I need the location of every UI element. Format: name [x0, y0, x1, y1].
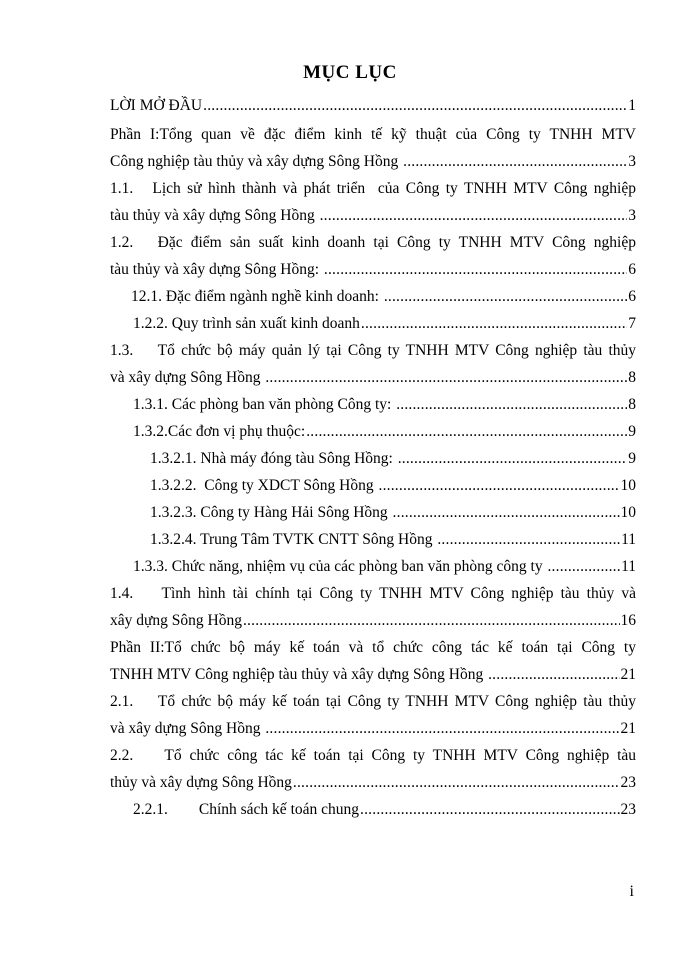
toc-entry: 2.2.1. Chính sách kế toán chung ..... 23 — [133, 801, 636, 823]
toc-entry: 1.3.2.Các đơn vị phụ thuộc: ..... 9 — [133, 423, 636, 445]
toc-entry: và xây dựng Sông Hồng ..... 21 — [110, 720, 636, 742]
toc-entry: 1.3.2.2. Công ty XDCT Sông Hồng ..... 10 — [150, 477, 636, 499]
page-number: i — [629, 883, 634, 900]
toc-entry: 1.2.2. Quy trình sản xuất kinh doanh ..... 7 — [133, 315, 636, 337]
toc-entry: TNHH MTV Công nghiệp tàu thủy và xây dựng Sông Hồng ..... 21 — [110, 666, 636, 688]
toc-title: MỤC LỤC — [303, 62, 397, 83]
toc-entry: 1.3.2.4. Trung Tâm TVTK CNTT Sông Hồng ..... 11 — [150, 531, 636, 553]
toc-entry: thủy và xây dựng Sông Hồng ..... 23 — [110, 774, 636, 796]
toc-entry: 1.3.3. Chức năng, nhiệm vụ của các phòng ban văn phòng công ty ..... 11 — [133, 558, 636, 580]
toc-entry: 1.1. Lịch sử hình thành và phát triển của Công ty TNHH MTV Công nghiệp — [110, 180, 636, 197]
toc-entry: tàu thủy và xây dựng Sông Hồng ..... 3 — [110, 207, 636, 229]
toc-entry: 1.3.2.3. Công ty Hàng Hải Sông Hồng ..... 10 — [150, 504, 636, 526]
toc-entry: 2.1. Tổ chức bộ máy kế toán tại Công ty TNHH MTV Công nghiệp tàu thủy — [110, 693, 636, 710]
toc-entry: 1.3.1. Các phòng ban văn phòng Công ty: ..... 8 — [133, 396, 636, 418]
toc-entry: xây dựng Sông Hồng ..... 16 — [110, 612, 636, 634]
toc-entry: Phần II:Tổ chức bộ máy kế toán và tổ chức công tác kế toán tại Công ty — [110, 639, 636, 656]
toc-entry: LỜI MỞ ĐẦU ..... 1 — [110, 97, 636, 119]
toc-entry: tàu thủy và xây dựng Sông Hồng: ..... 6 — [110, 261, 636, 283]
toc-entry: 12.1. Đặc điểm ngành nghề kinh doanh: ..... 6 — [131, 288, 636, 310]
toc-entry: 1.3.2.1. Nhà máy đóng tàu Sông Hồng: ..... 9 — [150, 450, 636, 472]
toc-entry: 1.3. Tổ chức bộ máy quản lý tại Công ty TNHH MTV Công nghiệp tàu thủy — [110, 342, 636, 359]
toc-entry: Phần I:Tổng quan về đặc điểm kinh tế kỹ thuật của Công ty TNHH MTV — [110, 126, 636, 143]
toc-entry: Công nghiệp tàu thủy và xây dựng Sông Hồng ..... 3 — [110, 153, 636, 175]
toc-entry: 1.4. Tình hình tài chính tại Công ty TNHH MTV Công nghiệp tàu thủy và — [110, 585, 636, 602]
toc-entry: 2.2. Tổ chức công tác kế toán tại Công ty TNHH MTV Công nghiệp tàu — [110, 747, 636, 764]
toc-entry: 1.2. Đặc điểm sản suất kinh doanh tại Công ty TNHH MTV Công nghiệp — [110, 234, 636, 251]
toc-entry: và xây dựng Sông Hồng ..... 8 — [110, 369, 636, 391]
